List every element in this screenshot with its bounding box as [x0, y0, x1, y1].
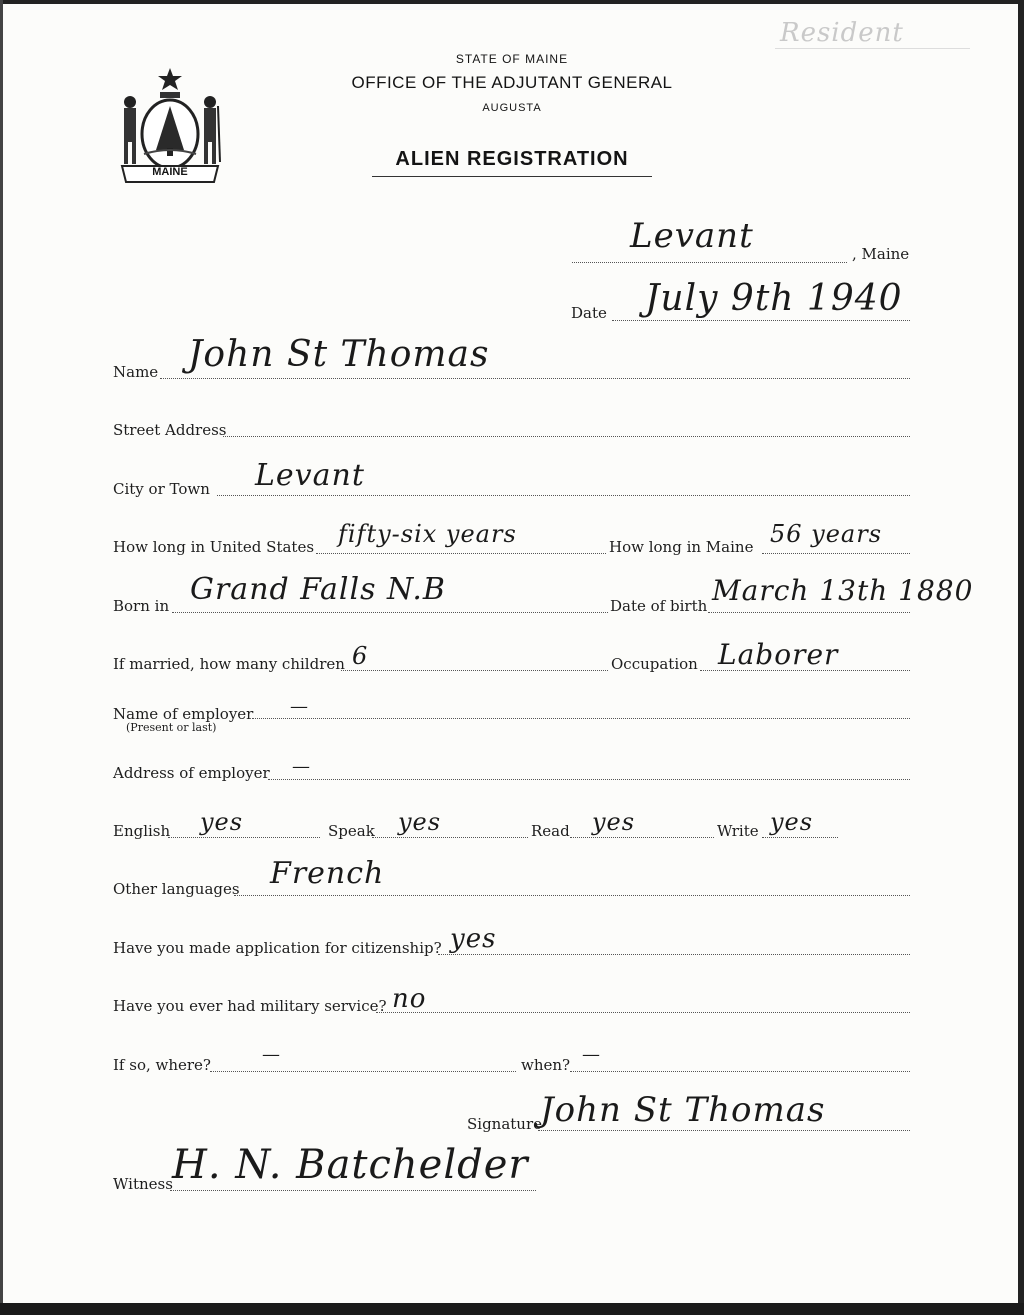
- title-underline: [372, 176, 652, 177]
- english-label: English: [113, 822, 171, 840]
- where-dots: [210, 1071, 516, 1072]
- children-value: 6: [352, 642, 369, 670]
- speak-dots: [372, 837, 528, 838]
- where-value: —: [262, 1044, 281, 1065]
- children-label: If married, how many children: [113, 655, 345, 673]
- street-label: Street Address: [113, 421, 227, 439]
- town-suffix: , Maine: [852, 245, 910, 263]
- us-duration-label: How long in United States: [113, 538, 315, 556]
- write-value: yes: [770, 808, 814, 836]
- employer-address-value: —: [292, 756, 311, 777]
- military-label: Have you ever had military service?: [113, 997, 387, 1015]
- other-languages-label: Other languages: [113, 880, 240, 898]
- where-label: If so, where?: [113, 1056, 211, 1074]
- when-label: when?: [521, 1056, 571, 1074]
- corner-note: Resident: [780, 18, 904, 48]
- occupation-value: Laborer: [718, 638, 839, 671]
- military-dots: [376, 1012, 910, 1013]
- date-value: July 9th 1940: [645, 278, 903, 319]
- employer-label: Name of employer: [113, 705, 254, 723]
- witness-dots: [170, 1190, 536, 1191]
- other-languages-dots: [234, 895, 910, 896]
- city-label: City or Town: [113, 480, 210, 498]
- maine-duration-label: How long in Maine: [609, 538, 754, 556]
- maine-duration-dots: [762, 553, 910, 554]
- city-value: Levant: [255, 458, 365, 493]
- seal-banner-text: MAINE: [152, 166, 188, 178]
- read-label: Read: [531, 822, 570, 840]
- corner-note-line: [775, 48, 970, 49]
- when-value: —: [582, 1044, 601, 1065]
- citizenship-value: yes: [450, 924, 497, 954]
- town-value: Levant: [630, 216, 754, 256]
- name-dots: [160, 378, 910, 379]
- dob-value: March 13th 1880: [712, 574, 974, 607]
- town-dots: [572, 262, 847, 263]
- english-dots: [168, 837, 320, 838]
- employer-value: —: [290, 696, 309, 717]
- witness-label: Witness: [113, 1175, 173, 1193]
- born-label: Born in: [113, 597, 170, 615]
- write-label: Write: [717, 822, 759, 840]
- military-value: no: [392, 984, 427, 1014]
- children-dots: [341, 670, 608, 671]
- maine-duration-value: 56 years: [770, 520, 883, 548]
- us-duration-value: fifty-six years: [338, 520, 517, 548]
- signature-value: John St Thomas: [540, 1090, 826, 1130]
- english-value: yes: [200, 808, 244, 836]
- write-dots: [762, 837, 838, 838]
- witness-value: H. N. Batchelder: [172, 1142, 529, 1188]
- occupation-label: Occupation: [611, 655, 698, 673]
- employer-dots: [252, 718, 910, 719]
- born-value: Grand Falls N.B: [190, 572, 446, 607]
- name-label: Name: [113, 363, 159, 381]
- when-dots: [570, 1071, 910, 1072]
- scan-edge-bottom: [0, 1303, 1024, 1315]
- scan-edge-top: [0, 0, 1024, 4]
- signature-label: Signature: [467, 1115, 543, 1133]
- office-heading: OFFICE OF THE ADJUTANT GENERAL: [351, 73, 673, 92]
- dob-dots: [708, 612, 910, 613]
- signature-dots: [538, 1130, 910, 1131]
- employer-address-label: Address of employer: [113, 764, 270, 782]
- speak-value: yes: [398, 808, 442, 836]
- scan-edge-right: [1018, 0, 1024, 1315]
- name-value: John St Thomas: [188, 334, 490, 375]
- read-value: yes: [592, 808, 636, 836]
- city-dots: [217, 495, 910, 496]
- date-dots: [612, 320, 910, 321]
- citizenship-label: Have you made application for citizenship?: [113, 939, 442, 957]
- speak-label: Speak: [328, 822, 375, 840]
- city-heading: AUGUSTA: [482, 102, 542, 114]
- read-dots: [570, 837, 714, 838]
- state-heading: STATE OF MAINE: [455, 52, 569, 66]
- born-dots: [172, 612, 608, 613]
- form-title: ALIEN REGISTRATION: [395, 148, 629, 170]
- street-dots: [223, 436, 910, 437]
- us-duration-dots: [316, 553, 606, 554]
- employer-sublabel: (Present or last): [126, 721, 217, 734]
- employer-address-dots: [268, 779, 910, 780]
- date-label: Date: [571, 304, 607, 322]
- other-languages-value: French: [270, 856, 385, 891]
- scan-edge-left: [0, 0, 3, 1315]
- dob-label: Date of birth: [610, 597, 708, 615]
- citizenship-dots: [438, 954, 910, 955]
